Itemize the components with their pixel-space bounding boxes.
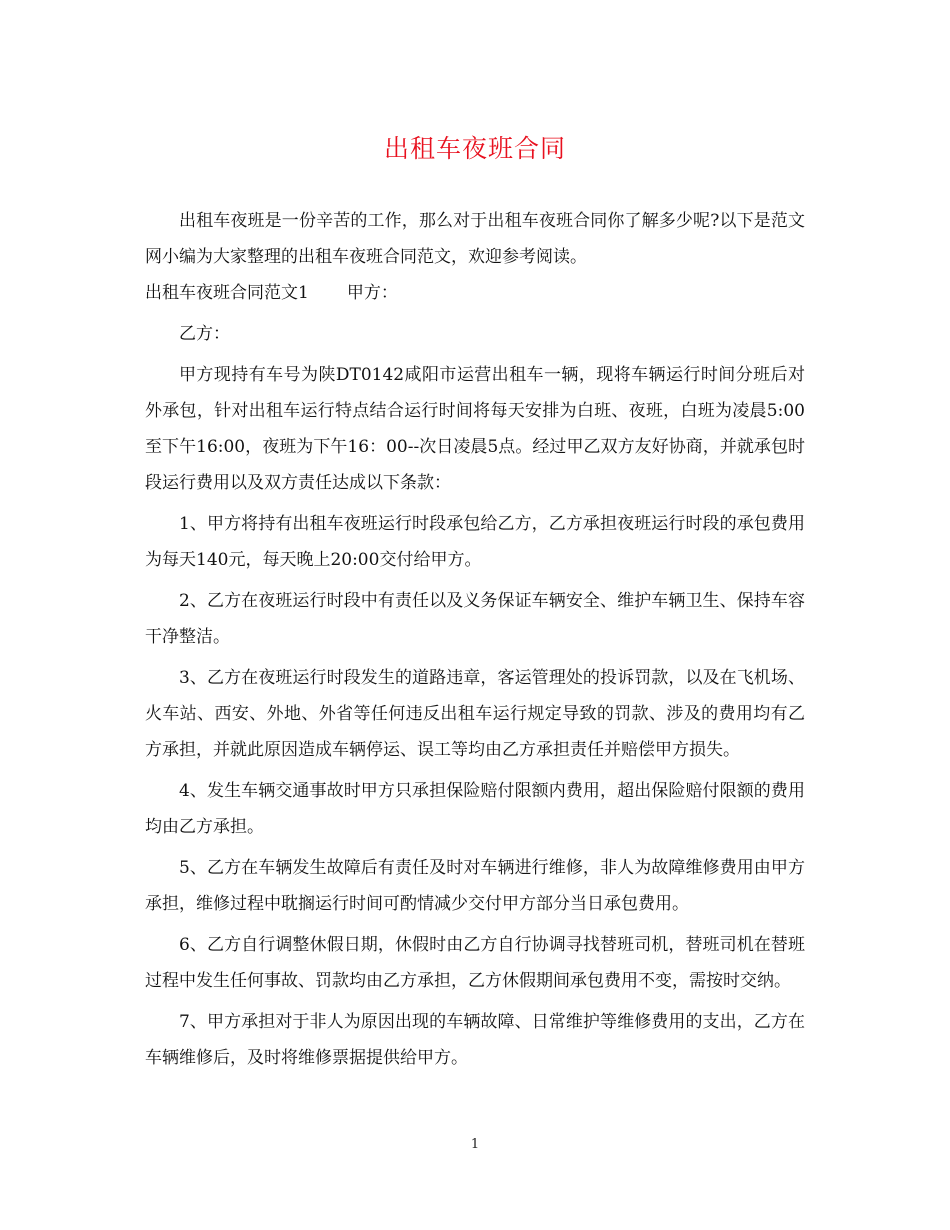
clause-4: 4、发生车辆交通事故时甲方只承担保险赔付限额内费用，超出保险赔付限额的费用均由乙方承担。 [145, 781, 805, 837]
clause-3: 3、乙方在夜班运行时段发生的道路违章，客运管理处的投诉罚款，以及在飞机场、火车站、西安、外地、外省等任何违反出租车运行规定导致的罚款、涉及的费用均有乙方承担，并就此原因造成车辆停运、误工等均由乙方承担责任并赔偿甲方损失。 [145, 668, 805, 760]
clause-6: 6、乙方自行调整休假日期，休假时由乙方自行协调寻找替班司机，替班司机在替班过程中发生任何事故、罚款均由乙方承担，乙方休假期间承包费用不变，需按时交纳。 [145, 935, 805, 991]
clause-1: 1、甲方将持有出租车夜班运行时段承包给乙方，乙方承担夜班运行时段的承包费用为每天140元，每天晚上20:00交付给甲方。 [145, 514, 805, 570]
preamble-paragraph: 甲方现持有车号为陕DT0142咸阳市运营出租车一辆，现将车辆运行时间分班后对外承包，针对出租车运行特点结合运行时间将每天安排为白班、夜班，白班为凌晨5:00至下午16:00，夜班为下午16：00--次日凌晨5点。经过甲乙双方友好协商，并就承包时段运行费用以及双方责任达成以下条款： [145, 365, 805, 493]
party-a-label: 甲方： [346, 283, 398, 303]
clause-7: 7、甲方承担对于非人为原因出现的车辆故障、日常维护等维修费用的支出，乙方在车辆维修后，及时将维修票据提供给甲方。 [145, 1012, 805, 1068]
clause-5: 5、乙方在车辆发生故障后有责任及时对车辆进行维修，非人为故障维修费用由甲方承担，维修过程中耽搁运行时间可酌情减少交付甲方部分当日承包费用。 [145, 858, 805, 914]
page-number: 1 [470, 1137, 480, 1152]
intro-paragraph: 出租车夜班是一份辛苦的工作，那么对于出租车夜班合同你了解多少呢?以下是范文网小编为大家整理的出租车夜班合同范文，欢迎参考阅读。 [145, 211, 805, 267]
document-title: 出租车夜班合同 [383, 134, 566, 163]
sample-heading-line [145, 275, 805, 311]
clause-2: 2、乙方在夜班运行时段中有责任以及义务保证车辆安全、维护车辆卫生、保持车容干净整洁。 [145, 591, 805, 647]
sample-heading: 出租车夜班合同范文1 [145, 283, 309, 303]
document-body [145, 203, 805, 1076]
party-b-label: 乙方： [179, 324, 230, 344]
